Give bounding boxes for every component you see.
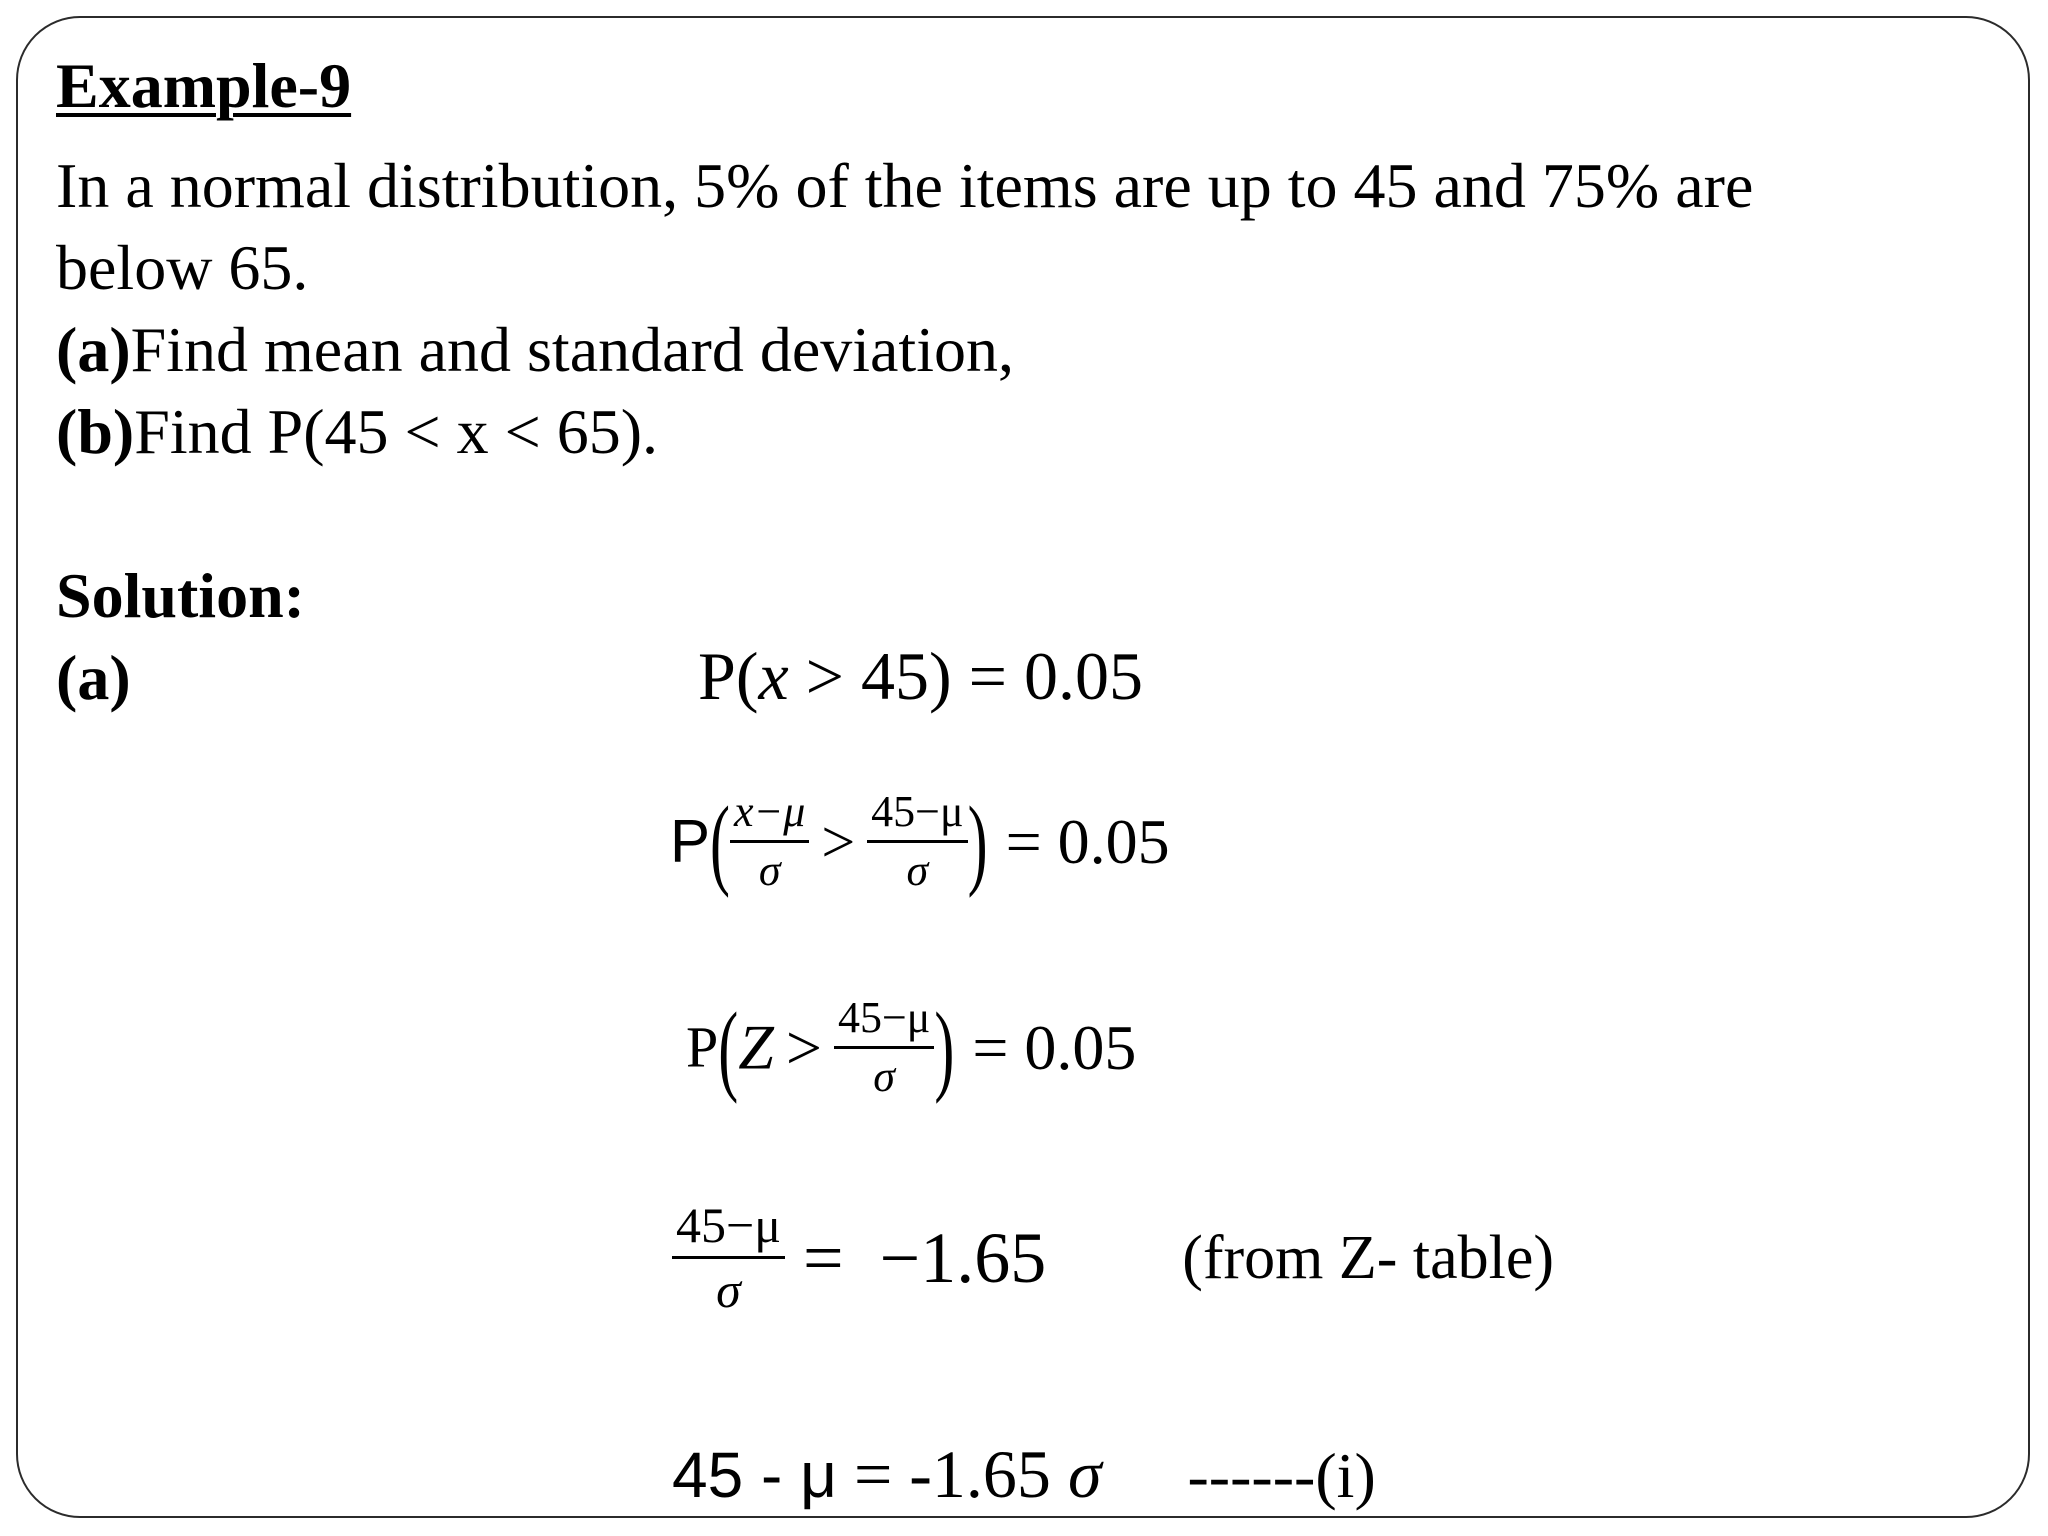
eq3-p: P	[686, 1014, 719, 1080]
equation-5	[672, 1436, 1376, 1512]
eq2-frac1-denominator: σ	[758, 846, 781, 895]
eq3-left-paren: (	[718, 991, 739, 1104]
eq4-frac-denominator: σ	[716, 1262, 741, 1318]
eq2-right-paren: )	[967, 785, 988, 898]
eq4-note: (from Z- table)	[1182, 1223, 1555, 1292]
solution-heading: Solution:	[56, 560, 305, 631]
eq2-rhs: = 0.05	[1005, 805, 1170, 877]
eq5-mid: = -1.65	[836, 1436, 1068, 1512]
equation-1	[698, 638, 1143, 714]
equation-4	[672, 1197, 1555, 1318]
part-a-label: (a)	[56, 314, 131, 385]
eq2-fraction-2	[867, 787, 967, 895]
eq4-fraction	[672, 1197, 785, 1318]
part-a-text: Find mean and standard deviation,	[130, 314, 1014, 385]
eq3-z: Z	[738, 1011, 774, 1083]
eq2-p: P	[670, 807, 711, 875]
eq2-left-paren: (	[710, 785, 731, 898]
eq2-greater-than: >	[821, 808, 856, 875]
eq4-frac-numerator: 45−μ	[672, 1200, 785, 1259]
problem-line-2: below 65.	[56, 232, 309, 303]
equation-3	[686, 991, 1137, 1104]
eq2-frac1-numerator: x−μ	[730, 790, 809, 843]
problem-part-a	[56, 314, 1014, 385]
eq3-fraction	[834, 993, 934, 1101]
eq1-x: x	[758, 638, 789, 714]
eq2-frac2-numerator: 45−μ	[867, 790, 967, 843]
eq1-rest: > 45) = 0.05	[788, 638, 1143, 714]
eq5-tag: ------(i)	[1187, 1440, 1376, 1511]
eq2-fraction-1	[730, 787, 809, 895]
eq3-frac-denominator: σ	[873, 1052, 895, 1101]
example-title: Example-9	[56, 50, 352, 121]
slide-frame	[16, 16, 2030, 1518]
eq4-rhs: = −1.65	[803, 1217, 1047, 1298]
eq5-lhs: 45 - μ	[672, 1439, 837, 1511]
eq5-sigma: σ	[1067, 1436, 1102, 1512]
part-b-text: Find P(45 < x < 65).	[134, 396, 658, 467]
eq3-greater-than: >	[785, 1011, 822, 1083]
eq1-p: P(	[698, 638, 759, 714]
equation-2	[670, 785, 1170, 898]
eq3-rhs: = 0.05	[972, 1011, 1137, 1083]
eq3-frac-numerator: 45−μ	[834, 996, 934, 1049]
solution-part-a-label: (a)	[56, 642, 131, 713]
eq2-frac2-denominator: σ	[906, 846, 929, 895]
problem-part-b	[56, 396, 658, 467]
problem-line-1: In a normal distribution, 5% of the items are up to 45 and 75% are	[56, 150, 1754, 221]
eq3-right-paren: )	[934, 991, 955, 1104]
part-b-label: (b)	[56, 396, 135, 467]
